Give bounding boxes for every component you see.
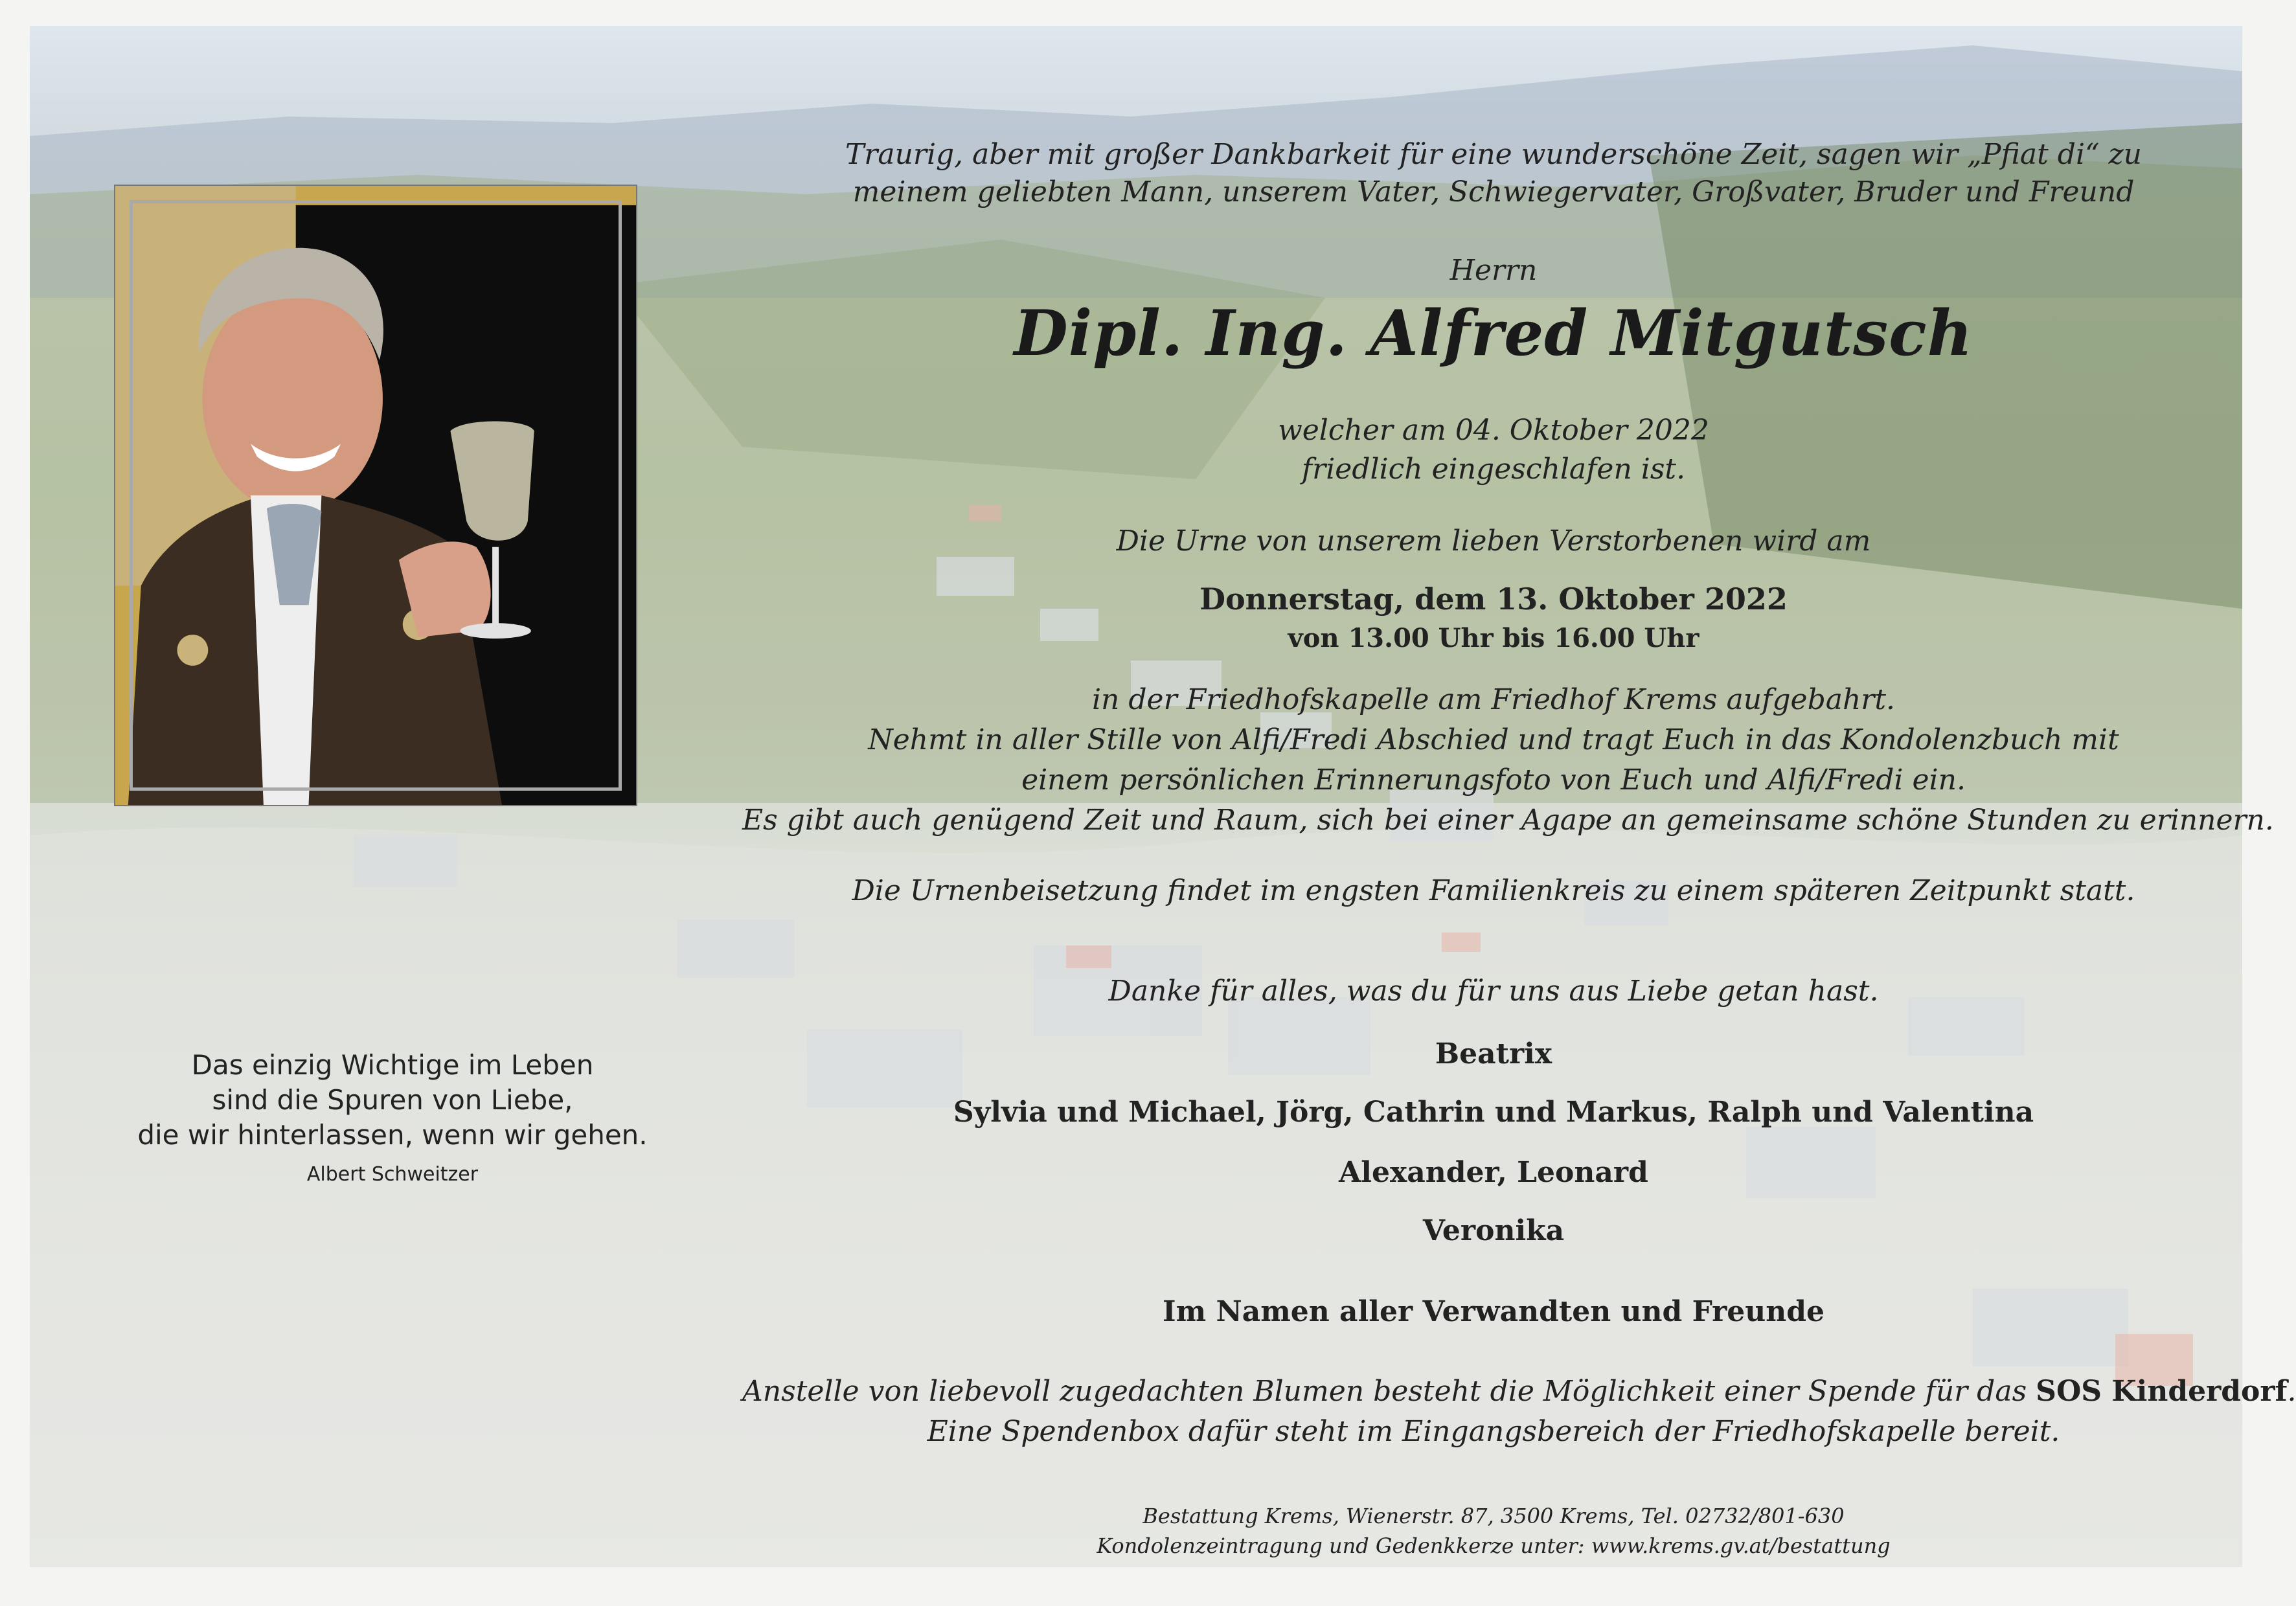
intro-line: meinem geliebten Mann, unserem Vater, Schwiegervater, Großvater, Bruder und Freund (852, 175, 2135, 209)
family-member: Alexander, Leonard (1339, 1156, 1648, 1189)
ceremony-time: von 13.00 Uhr bis 16.00 Uhr (1288, 623, 1699, 653)
footer (742, 1501, 2245, 1561)
detail-line: Es gibt auch genügend Zeit und Raum, sich bei einer Agape an gemeinsame schöne Stunden zu erinnern. (742, 804, 2274, 837)
donation-text: Anstelle von liebevoll zugedachten Blumen besteht die Möglichkeit einer Spende für das (742, 1375, 2027, 1408)
donation-organization: SOS Kinderdorf (2036, 1375, 2288, 1408)
death-line: friedlich eingeschlafen ist. (1301, 453, 1686, 486)
urn-notice: Die Urne von unserem lieben Verstorbenen wird am (1116, 525, 1871, 558)
quote-author: Albert Schweitzer (306, 1163, 479, 1186)
relatives-line: Im Namen aller Verwandten und Freunde (1163, 1295, 1824, 1328)
salutation: Herrn (1449, 254, 1538, 287)
quote-line: Das einzig Wichtige im Leben (191, 1049, 594, 1081)
footer-address: Bestattung Krems, Wienerstr. 87, 3500 Krems, Tel. 02732/801-630 (1142, 1504, 1845, 1528)
quote-line: die wir hinterlassen, wenn wir gehen. (137, 1119, 648, 1151)
death-line: welcher am 04. Oktober 2022 (1278, 414, 1709, 447)
portrait-photo (114, 185, 637, 806)
detail-line: Nehmt in aller Stille von Alfi/Fredi Abschied und tragt Euch in das Kondolenzbuch mit (868, 723, 2119, 756)
detail-line: einem persönlichen Erinnerungsfoto von Euch und Alfi/Fredi ein. (1021, 763, 1966, 797)
donation-notice (742, 1372, 2296, 1452)
burial-notice: Die Urnenbeisetzung findet im engsten Familienkreis zu einem späteren Zeitpunkt statt. (852, 874, 2135, 907)
footer-website: Kondolenzeintragung und Gedenkkerze unter: www.krems.gv.at/bestattung (1097, 1533, 1891, 1558)
quote-line: sind die Spuren von Liebe, (212, 1084, 573, 1116)
family-member: Sylvia und Michael, Jörg, Cathrin und Markus, Ralph und Valentina (953, 1096, 2034, 1129)
obituary-sheet (30, 26, 2296, 1567)
quote (108, 1048, 677, 1153)
death-notice (742, 411, 2245, 489)
ceremony-details (742, 680, 2274, 841)
donation-line-2: Eine Spendenbox dafür steht im Eingangsbereich der Friedhofskapelle bereit. (927, 1415, 2060, 1448)
detail-line: in der Friedhofskapelle am Friedhof Krems aufgebahrt. (1091, 683, 1896, 716)
family-member: Beatrix (1435, 1037, 1552, 1070)
donation-line-1 (742, 1372, 2296, 1412)
donation-punct: . (2287, 1375, 2296, 1408)
ceremony-date: Donnerstag, dem 13. Oktober 2022 (1199, 582, 1788, 616)
photo-frame-line (130, 200, 622, 791)
thanks-line: Danke für alles, was du für uns aus Liebe getan hast. (1108, 975, 1879, 1008)
intro-line: Traurig, aber mit großer Dankbarkeit für eine wunderschöne Zeit, sagen wir „Pfiat di“ zu (845, 138, 2143, 171)
intro-text (742, 136, 2245, 211)
family-member: Veronika (1422, 1214, 1565, 1247)
deceased-name: Dipl. Ing. Alfred Mitgutsch (1014, 297, 1973, 370)
